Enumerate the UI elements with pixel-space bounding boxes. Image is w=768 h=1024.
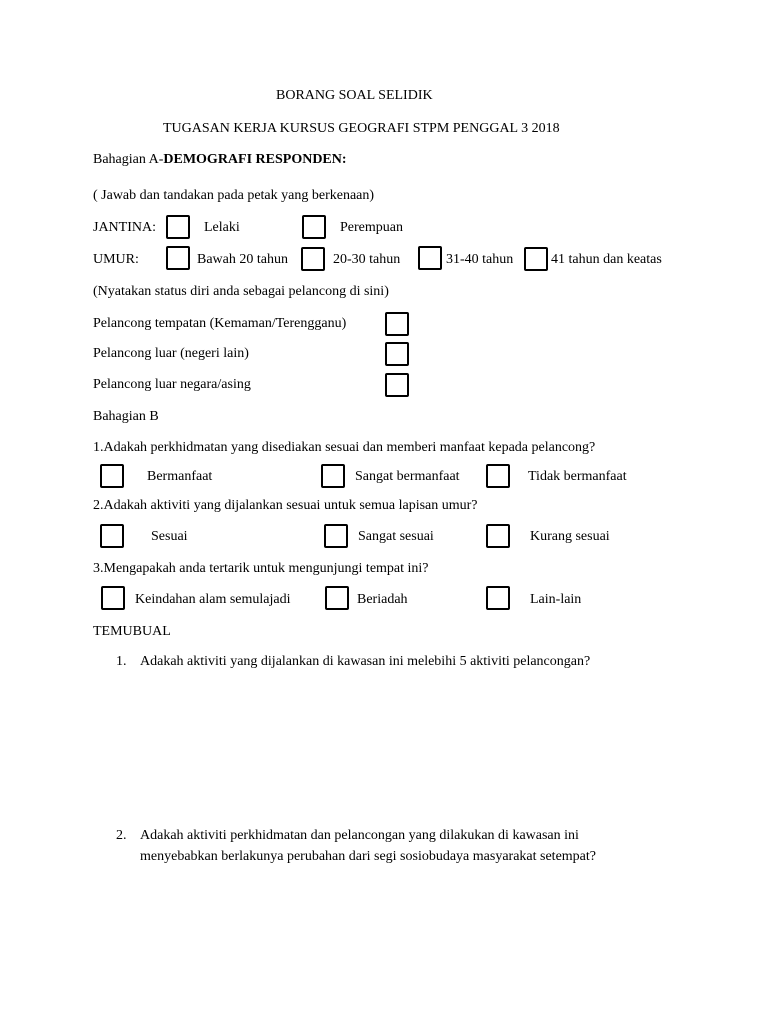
age-20-30-checkbox[interactable] xyxy=(301,247,325,271)
q1-tidak-bermanfaat-checkbox[interactable] xyxy=(486,464,510,488)
status-instruction: (Nyatakan status diri anda sebagai pelancong di sini) xyxy=(93,284,389,299)
q2-option-sesuai: Sesuai xyxy=(151,529,188,544)
age-41-keatas-checkbox[interactable] xyxy=(524,247,548,271)
status-option-luar-negeri: Pelancong luar (negeri lain) xyxy=(93,346,249,361)
q3-option-keindahan: Keindahan alam semulajadi xyxy=(135,592,291,607)
section-a-instruction: ( Jawab dan tandakan pada petak yang berkenaan) xyxy=(93,188,375,203)
interview-item-2-line-2: menyebabkan berlakunya perubahan dari segi sosiobudaya masyarakat setempat? xyxy=(140,849,596,864)
q2-option-kurang-sesuai: Kurang sesuai xyxy=(530,529,610,544)
q3-beriadah-checkbox[interactable] xyxy=(325,586,349,610)
q1-option-tidak-bermanfaat: Tidak bermanfaat xyxy=(528,469,627,484)
form-subtitle: TUGASAN KERJA KURSUS GEOGRAFI STPM PENGGAL 3 2018 xyxy=(163,121,560,136)
q3-option-lain-lain: Lain-lain xyxy=(530,592,582,607)
age-option-41-keatas: 41 tahun dan keatas xyxy=(551,252,662,267)
gender-perempuan-checkbox[interactable] xyxy=(302,215,326,239)
gender-lelaki-checkbox[interactable] xyxy=(166,215,190,239)
form-title: BORANG SOAL SELIDIK xyxy=(276,88,433,103)
age-option-20-30: 20-30 tahun xyxy=(333,252,401,267)
interview-item-2-number: 2. xyxy=(116,828,127,843)
gender-label: JANTINA: xyxy=(93,220,156,235)
q1-sangat-bermanfaat-checkbox[interactable] xyxy=(321,464,345,488)
question-1-text: 1.Adakah perkhidmatan yang disediakan sesuai dan memberi manfaat kepada pelancong? xyxy=(93,440,596,455)
age-option-31-40: 31-40 tahun xyxy=(446,252,514,267)
status-luar-negara-checkbox[interactable] xyxy=(385,373,409,397)
status-option-luar-negara: Pelancong luar negara/asing xyxy=(93,377,251,392)
gender-option-perempuan: Perempuan xyxy=(340,220,403,235)
age-label: UMUR: xyxy=(93,252,139,267)
q2-sangat-sesuai-checkbox[interactable] xyxy=(324,524,348,548)
q2-kurang-sesuai-checkbox[interactable] xyxy=(486,524,510,548)
age-31-40-checkbox[interactable] xyxy=(418,246,442,270)
question-2-text: 2.Adakah aktiviti yang dijalankan sesuai untuk semua lapisan umur? xyxy=(93,498,478,513)
status-tempatan-checkbox[interactable] xyxy=(385,312,409,336)
interview-heading: TEMUBUAL xyxy=(93,624,171,639)
status-option-tempatan: Pelancong tempatan (Kemaman/Terengganu) xyxy=(93,316,347,331)
q1-bermanfaat-checkbox[interactable] xyxy=(100,464,124,488)
interview-item-1-text: Adakah aktiviti yang dijalankan di kawasan ini melebihi 5 aktiviti pelancongan? xyxy=(140,654,591,669)
section-b-heading: Bahagian B xyxy=(93,409,159,424)
question-3-text: 3.Mengapakah anda tertarik untuk mengunjungi tempat ini? xyxy=(93,561,429,576)
section-a-heading xyxy=(93,152,347,168)
gender-option-lelaki: Lelaki xyxy=(204,220,240,235)
q1-option-bermanfaat: Bermanfaat xyxy=(147,469,213,484)
q3-option-beriadah: Beriadah xyxy=(357,592,408,607)
status-luar-negeri-checkbox[interactable] xyxy=(385,342,409,366)
age-bawah-20-checkbox[interactable] xyxy=(166,246,190,270)
interview-item-2-line-1: Adakah aktiviti perkhidmatan dan pelancongan yang dilakukan di kawasan ini xyxy=(140,828,579,843)
section-a-prefix: Bahagian A- xyxy=(93,152,164,167)
interview-item-1-number: 1. xyxy=(116,654,127,669)
age-option-bawah-20: Bawah 20 tahun xyxy=(197,252,288,267)
q2-option-sangat-sesuai: Sangat sesuai xyxy=(358,529,434,544)
section-a-title: DEMOGRAFI RESPONDEN: xyxy=(163,152,347,167)
q1-option-sangat-bermanfaat: Sangat bermanfaat xyxy=(355,469,460,484)
q3-keindahan-checkbox[interactable] xyxy=(101,586,125,610)
q3-lain-lain-checkbox[interactable] xyxy=(486,586,510,610)
q2-sesuai-checkbox[interactable] xyxy=(100,524,124,548)
